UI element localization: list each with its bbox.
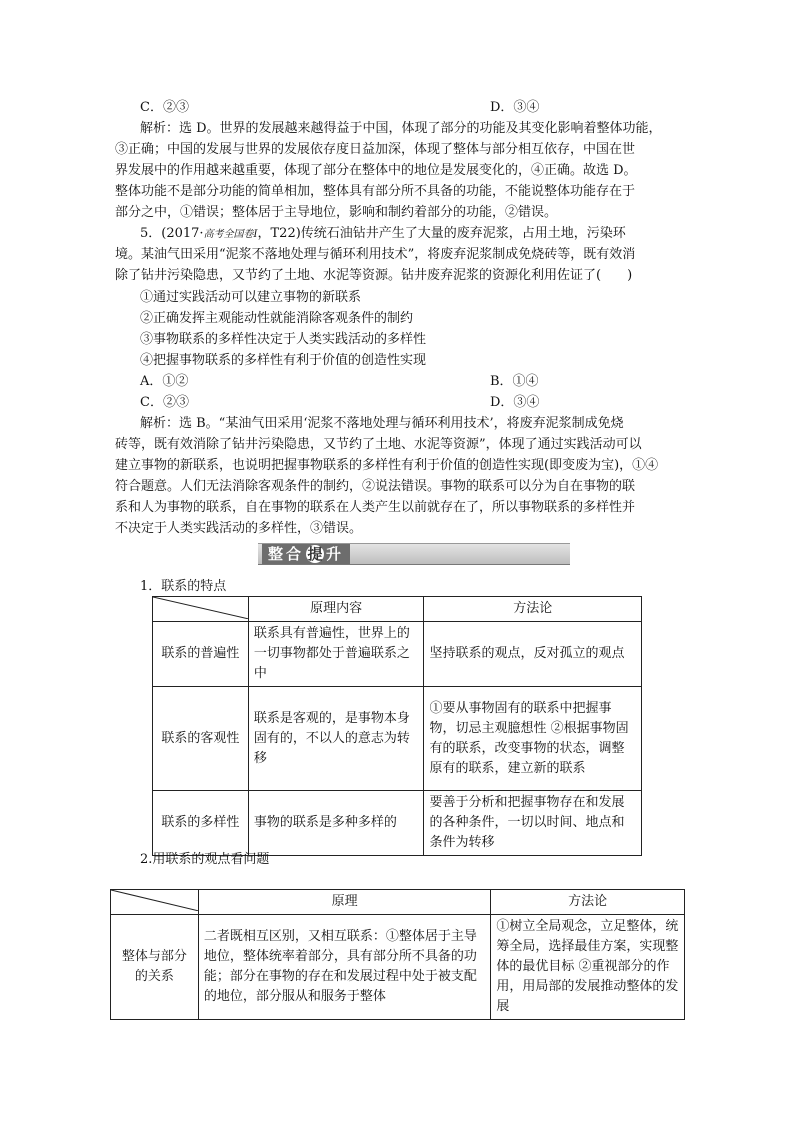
- row-method: ①树立全局观念，立足整体，统筹全局，选择最佳方案，实现整体的最优目标 ②重视部分的作用，用局部的发展推动整体的发展: [491, 915, 685, 1020]
- table-header-row: [153, 597, 642, 622]
- row-method: 坚持联系的观点，反对孤立的观点: [424, 622, 642, 687]
- diagonal-line-icon: [111, 890, 199, 911]
- table-row: [153, 687, 642, 791]
- row-principle: 联系是客观的，是事物本身固有的，不以人的意志为转移: [248, 687, 424, 791]
- banner-part-1: 整合: [268, 545, 305, 563]
- row-name: 联系的多样性: [153, 791, 249, 856]
- row-name: 整体与部分的关系: [111, 915, 199, 1020]
- diagonal-line-icon: [153, 597, 249, 619]
- q5-analysis-line-6: 不决定于人类实践活动的多样性，③错误。: [115, 521, 363, 536]
- header-principle: 原理: [198, 890, 490, 915]
- q5-option-b: B．①④: [490, 374, 539, 389]
- q4-analysis-line-4: 整体功能不是部分功能的简单相加，整体具有部分所不具备的功能，不能说整体功能存在于: [115, 184, 636, 199]
- diagonal-header-cell: [111, 890, 199, 915]
- q5-option-d: D．③④: [490, 395, 540, 410]
- header-method: 方法论: [424, 597, 642, 622]
- row-method: ①要从事物固有的联系中把握事物，切忌主观臆想性 ②根据事物固有的联系，改变事物的状态，调整原有的联系，建立新的联系: [424, 687, 642, 791]
- banner-part-3: 升: [326, 545, 345, 563]
- row-method: 要善于分析和把握事物存在和发展的各种条件，一切以时间、地点和条件为转移: [424, 791, 642, 856]
- diagonal-header-cell: [153, 597, 249, 622]
- q5-stem-line-2: 境。某油气田采用“泥浆不落地处理与循环利用技术”，将废弃泥浆制成免烧砖等，既有效消: [115, 247, 636, 262]
- q5-analysis-line-4: 符合题意。人们无法消除客观条件的制约，②说法错误。事物的联系可以分为自在事物的联: [115, 479, 636, 494]
- banner-label: [262, 544, 350, 564]
- section-1-title: 1．联系的特点: [140, 579, 227, 594]
- q4-option-c: C．②③: [140, 100, 189, 115]
- q5-statement-3: ③事物联系的多样性决定于人类实践活动的多样性: [140, 332, 427, 347]
- q5-analysis-line-3: 建立事物的新联系，也说明把握事物联系的多样性有利于价值的创造性实现(即变废为宝)，①④: [115, 458, 659, 473]
- row-principle: 联系具有普遍性，世界上的一切事物都处于普遍联系之中: [248, 622, 424, 687]
- q5-option-c: C．②③: [140, 395, 189, 410]
- q4-analysis-line-3: 界发展中的作用越来越重要，体现了部分在整体中的地位是发展变化的，④正确。故选 D。: [115, 163, 637, 178]
- q5-suffix: ，T22)传统石油钻井产生了大量的废弃泥浆，占用土地，污染环: [257, 226, 626, 241]
- section-2-title: 2.用联系的观点看问题: [140, 852, 270, 867]
- q4-analysis-line-1: 解析：选 D。世界的发展越来越得益于中国，体现了部分的功能及其变化影响着整体功能，: [140, 121, 662, 136]
- row-principle: 二者既相互区别，又相互联系：①整体居于主导地位，整体统率着部分，具有部分所不具备的功能；部分在事物的存在和发展过程中处于被支配的地位，部分服从和服务于整体: [198, 915, 490, 1020]
- q5-analysis-line-2: 砖等，既有效消除了钻井污染隐患，又节约了土地、水泥等资源”，体现了通过实践活动可以: [115, 437, 642, 452]
- q5-statement-1: ①通过实践活动可以建立事物的新联系: [140, 290, 362, 305]
- q5-statement-2: ②正确发挥主观能动性就能消除客观条件的制约: [140, 311, 414, 326]
- banner-circle-char: 提: [307, 545, 323, 563]
- row-name: 联系的普遍性: [153, 622, 249, 687]
- q5-stem-line-3: 除了钻井污染隐患，又节约了土地、水泥等资源。钻井废弃泥浆的资源化利用佐证了( ): [115, 268, 633, 283]
- q5-analysis-line-5: 系和人为事物的联系，自在事物的联系在人类产生以前就存在了，所以事物联系的多样性并: [115, 500, 636, 515]
- q4-option-d: D．③④: [490, 100, 540, 115]
- connection-features-table: [152, 596, 642, 856]
- table-row: [153, 791, 642, 856]
- q5-prefix: 5．(2017·: [140, 226, 204, 241]
- q5-analysis-line-1: 解析：选 B。“某油气田采用‘泥浆不落地处理与循环利用技术’，将废弃泥浆制成免烧: [140, 416, 624, 431]
- q4-analysis-line-2: ③正确；中国的发展与世界的发展依存度日益加深，体现了整体与部分相互依存，中国在世: [115, 142, 636, 157]
- view-problems-table: [110, 889, 685, 1020]
- q5-source: 高考全国卷Ⅰ: [203, 229, 258, 240]
- table-row: [111, 915, 685, 1020]
- table-header-row: [111, 890, 685, 915]
- header-principle: 原理内容: [248, 597, 424, 622]
- q5-stem-line-1: [140, 223, 710, 245]
- table-row: [153, 622, 642, 687]
- q5-statement-4: ④把握事物联系的多样性有利于价值的创造性实现: [140, 353, 427, 368]
- row-principle: 事物的联系是多种多样的: [248, 791, 424, 856]
- section-banner: [258, 543, 570, 565]
- header-method: 方法论: [491, 890, 685, 915]
- row-name: 联系的客观性: [153, 687, 249, 791]
- q4-analysis-line-5: 部分之中，①错误；整体居于主导地位，影响和制约着部分的功能，②错误。: [115, 205, 558, 220]
- q5-option-a: A．①②: [140, 374, 189, 389]
